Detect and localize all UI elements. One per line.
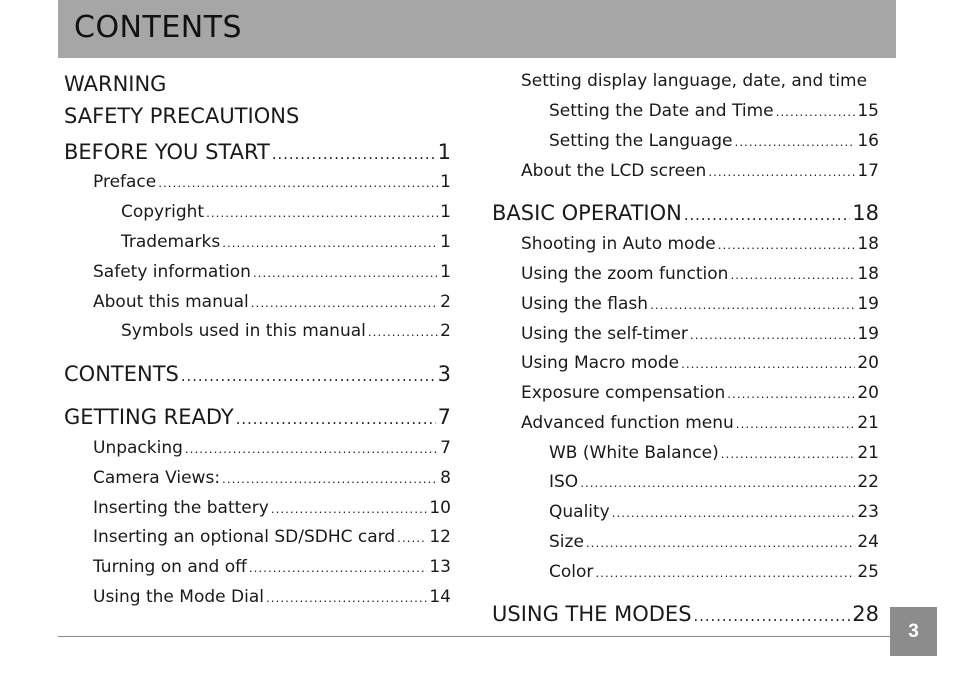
toc-entry[interactable]: [549, 101, 879, 121]
toc-entry-page: 24: [857, 532, 879, 552]
toc-entry-title: Inserting the battery: [93, 498, 269, 518]
toc-entry-title: Copyright: [121, 202, 205, 222]
toc-leader-dots: [249, 561, 428, 575]
toc-leader-dots: [236, 411, 436, 428]
toc-entry-title: Quality: [549, 502, 610, 522]
toc-entry[interactable]: [64, 72, 166, 96]
toc-entry[interactable]: [521, 383, 879, 403]
toc-entry[interactable]: [521, 234, 879, 254]
toc-entry-title: Safety information: [93, 262, 251, 282]
toc-entry-title: About this manual: [93, 292, 249, 312]
toc-entry[interactable]: [121, 321, 451, 341]
toc-entry[interactable]: [521, 294, 879, 314]
toc-entry-page: 1: [440, 232, 451, 252]
header-bar: [58, 0, 896, 58]
toc-entry-title: Exposure compensation: [521, 383, 726, 403]
toc-leader-dots: [734, 135, 855, 149]
toc-entry-title: Using the flash: [521, 294, 649, 314]
toc-entry-title: Camera Views:: [93, 468, 221, 488]
toc-entry[interactable]: [549, 131, 879, 151]
toc-entry-title: Preface: [93, 172, 157, 192]
toc-entry-page: 20: [857, 353, 879, 373]
toc-entry[interactable]: [521, 324, 879, 344]
toc-entry[interactable]: [521, 264, 879, 284]
toc-entry[interactable]: [93, 527, 451, 547]
toc-leader-dots: [681, 357, 855, 371]
toc-entry[interactable]: [549, 443, 879, 463]
page-number-box: [890, 607, 937, 656]
toc-entry-page: 2: [440, 292, 451, 312]
toc-leader-dots: [272, 146, 436, 163]
toc-entry[interactable]: [492, 602, 879, 626]
toc-leader-dots: [708, 165, 855, 179]
toc-entry-title: BEFORE YOU START: [64, 140, 270, 164]
toc-leader-dots: [721, 447, 856, 461]
toc-entry-title: Trademarks: [121, 232, 221, 252]
toc-leader-dots: [730, 268, 855, 282]
toc-entry-title: Unpacking: [93, 438, 183, 458]
toc-leader-dots: [266, 591, 427, 605]
toc-leader-dots: [222, 236, 438, 250]
toc-leader-dots: [718, 238, 856, 252]
toc-entry-title: Size: [549, 532, 584, 552]
toc-leader-dots: [271, 502, 428, 516]
toc-entry-title: Setting the Language: [549, 131, 733, 151]
toc-entry-page: 7: [440, 438, 451, 458]
toc-entry[interactable]: [93, 262, 451, 282]
toc-leader-dots: [185, 442, 438, 456]
toc-entry-page: 21: [857, 443, 879, 463]
toc-entry-title: Using the Mode Dial: [93, 587, 264, 607]
toc-leader-dots: [580, 476, 855, 490]
toc-entry-title: Symbols used in this manual: [121, 321, 366, 341]
toc-entry-page: 25: [857, 562, 879, 582]
toc-entry-page: 12: [429, 527, 451, 547]
toc-entry[interactable]: [93, 587, 451, 607]
toc-entry[interactable]: [549, 562, 879, 582]
toc-entry-title: WARNING: [64, 72, 167, 96]
toc-leader-dots: [736, 417, 856, 431]
toc-entry[interactable]: [121, 202, 451, 222]
toc-leader-dots: [253, 266, 438, 280]
toc-entry-page: 17: [857, 161, 879, 181]
page-number: 3: [908, 620, 919, 642]
toc-entry-page: 2: [440, 321, 451, 341]
toc-leader-dots: [595, 566, 855, 580]
toc-entry-title: WB (White Balance): [549, 443, 719, 463]
toc-entry-page: 18: [857, 264, 879, 284]
toc-entry[interactable]: [549, 472, 879, 492]
toc-entry[interactable]: [549, 532, 879, 552]
toc-entry[interactable]: [64, 104, 299, 128]
toc-entry-title: USING THE MODES: [492, 602, 692, 626]
toc-entry-page: 22: [857, 472, 879, 492]
toc-entry[interactable]: [549, 502, 879, 522]
toc-entry-page: 3: [437, 362, 451, 386]
toc-entry-title: About the LCD screen: [521, 161, 707, 181]
toc-entry-title: Using the zoom function: [521, 264, 729, 284]
toc-leader-dots: [181, 368, 436, 385]
toc-entry-page: 19: [857, 324, 879, 344]
footer-divider: [58, 636, 890, 637]
toc-entry[interactable]: [521, 413, 879, 433]
toc-leader-dots: [727, 387, 855, 401]
toc-entry-title: Using the self-timer: [521, 324, 688, 344]
toc-entry-title: SAFETY PRECAUTIONS: [64, 104, 300, 128]
toc-entry-page: 28: [852, 602, 879, 626]
toc-entry-page: 21: [857, 413, 879, 433]
toc-leader-dots: [684, 207, 850, 224]
toc-entry-title: Setting the Date and Time: [549, 101, 774, 121]
toc-entry[interactable]: [93, 498, 451, 518]
toc-entry-title: Color: [549, 562, 594, 582]
toc-entry-page: 8: [440, 468, 451, 488]
toc-leader-dots: [222, 472, 438, 486]
toc-entry[interactable]: [521, 161, 879, 181]
toc-entry-title: BASIC OPERATION: [492, 201, 682, 225]
toc-entry[interactable]: [93, 172, 451, 192]
toc-leader-dots: [368, 325, 438, 339]
toc-entry-page: 7: [437, 405, 451, 429]
toc-entry-title: Inserting an optional SD/SDHC card: [93, 527, 396, 547]
toc-entry[interactable]: [121, 232, 451, 252]
toc-entry[interactable]: [93, 438, 451, 458]
toc-leader-dots: [158, 176, 438, 190]
toc-entry-title: Turning on and off: [93, 557, 247, 577]
toc-leader-dots: [586, 536, 855, 550]
toc-entry-page: 23: [857, 502, 879, 522]
toc-entry-page: 14: [429, 587, 451, 607]
toc-entry-page: 1: [440, 202, 451, 222]
toc-entry-page: 1: [437, 140, 451, 164]
toc-entry-title: ISO: [549, 472, 579, 492]
toc-entry-page: 18: [852, 201, 879, 225]
toc-entry-page: 20: [857, 383, 879, 403]
toc-leader-dots: [776, 105, 856, 119]
toc-entry-title: Setting display language, date, and time: [521, 71, 867, 91]
toc-entry-page: 18: [857, 234, 879, 254]
toc-leader-dots: [612, 506, 856, 520]
toc-entry[interactable]: [64, 140, 451, 164]
toc-leader-dots: [650, 298, 855, 312]
toc-leader-dots: [690, 328, 855, 342]
toc-entry-title: CONTENTS: [64, 362, 179, 386]
toc-entry-title: Advanced function menu: [521, 413, 734, 433]
toc-entry-page: 1: [440, 262, 451, 282]
toc-entry-title: Using Macro mode: [521, 353, 680, 373]
toc-entry[interactable]: [93, 468, 451, 488]
toc-entry-page: 1: [440, 172, 451, 192]
toc-entry[interactable]: [521, 353, 879, 373]
toc-entry[interactable]: [64, 405, 451, 429]
toc-entry-title: Shooting in Auto mode: [521, 234, 716, 254]
toc-entry-title: GETTING READY: [64, 405, 234, 429]
toc-entry-page: 15: [857, 101, 879, 121]
toc-entry[interactable]: [93, 292, 451, 312]
toc-entry-page: 16: [857, 131, 879, 151]
page-title: CONTENTS: [74, 10, 243, 45]
toc-leader-dots: [694, 608, 851, 625]
toc-entry[interactable]: [64, 362, 451, 386]
toc-leader-dots: [206, 206, 438, 220]
toc-entry-page: 13: [429, 557, 451, 577]
toc-leader-dots: [251, 296, 438, 310]
toc-leader-dots: [397, 531, 427, 545]
toc-entry-page: 19: [857, 294, 879, 314]
toc-entry-page: 10: [429, 498, 451, 518]
toc-entry[interactable]: [93, 557, 451, 577]
toc-entry[interactable]: [492, 201, 879, 225]
toc-entry[interactable]: [521, 71, 867, 91]
